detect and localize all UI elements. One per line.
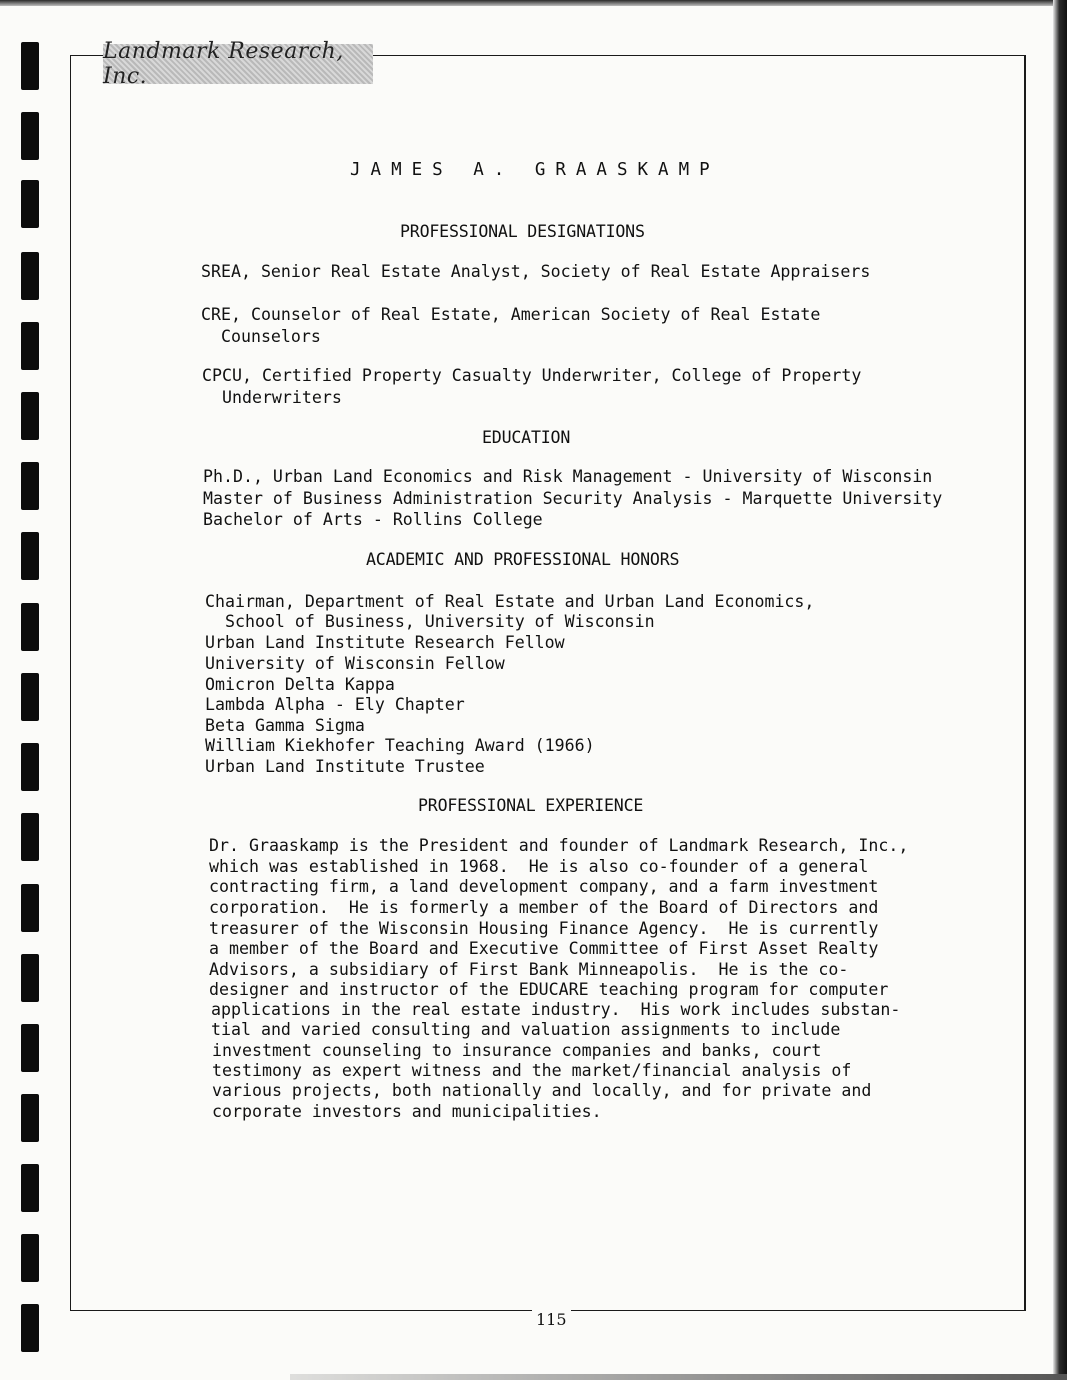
experience-line: Advisors, a subsidiary of First Bank Minneapolis. He is the co- [209, 960, 849, 979]
section-heading-experience: PROFESSIONAL EXPERIENCE [418, 796, 644, 815]
experience-line: testimony as expert witness and the market/financial analysis of [212, 1061, 852, 1080]
experience-line: corporation. He is formerly a member of the Board of Directors and [209, 898, 879, 917]
logo-text: Landmark Research, Inc. [103, 39, 344, 89]
section-heading-designations: PROFESSIONAL DESIGNATIONS [400, 222, 645, 241]
honor-line: Beta Gamma Sigma [205, 716, 365, 735]
experience-line: tial and varied consulting and valuation assignments to include [211, 1020, 841, 1039]
experience-line: contracting firm, a land development company, and a farm investment [209, 877, 879, 896]
experience-line: treasurer of the Wisconsin Housing Finance Agency. He is currently [209, 919, 879, 938]
honor-line: Lambda Alpha - Ely Chapter [205, 695, 465, 714]
designation-line: SREA, Senior Real Estate Analyst, Society of Real Estate Appraisers [201, 262, 871, 281]
experience-line: corporate investors and municipalities. [212, 1102, 602, 1121]
experience-line: various projects, both nationally and locally, and for private and [212, 1081, 872, 1100]
education-line: Master of Business Administration Security Analysis - Marquette University [203, 489, 943, 508]
designation-line: Underwriters [202, 388, 342, 407]
experience-line: a member of the Board and Executive Committee of First Asset Realty [209, 939, 879, 958]
honor-line: University of Wisconsin Fellow [205, 654, 505, 673]
education-line: Bachelor of Arts - Rollins College [203, 510, 543, 529]
experience-line: Dr. Graaskamp is the President and founder of Landmark Research, Inc., [209, 836, 909, 855]
honor-line: William Kiekhofer Teaching Award (1966) [205, 736, 595, 755]
honor-line: Chairman, Department of Real Estate and Urban Land Economics, [205, 592, 815, 611]
designation-line: Counselors [201, 327, 321, 346]
page-title: JAMES A. GRAASKAMP [350, 160, 720, 180]
honor-line: Urban Land Institute Research Fellow [205, 633, 565, 652]
honor-line: School of Business, University of Wisconsin [205, 612, 655, 631]
honor-line: Urban Land Institute Trustee [205, 757, 485, 776]
experience-line: which was established in 1968. He is also co-founder of a general [209, 857, 869, 876]
section-heading-honors: ACADEMIC AND PROFESSIONAL HONORS [366, 550, 680, 569]
experience-line: investment counseling to insurance companies and banks, court [212, 1041, 822, 1060]
experience-line: applications in the real estate industry. His work includes substan- [211, 1000, 901, 1019]
designation-line: CRE, Counselor of Real Estate, American Society of Real Estate [201, 305, 821, 324]
honor-line: Omicron Delta Kappa [205, 675, 395, 694]
experience-line: designer and instructor of the EDUCARE teaching program for computer [209, 980, 889, 999]
education-line: Ph.D., Urban Land Economics and Risk Management - University of Wisconsin [203, 467, 933, 486]
page-number: 115 [532, 1310, 571, 1329]
designation-line: CPCU, Certified Property Casualty Underwriter, College of Property [202, 366, 862, 385]
section-heading-education: EDUCATION [482, 428, 571, 447]
